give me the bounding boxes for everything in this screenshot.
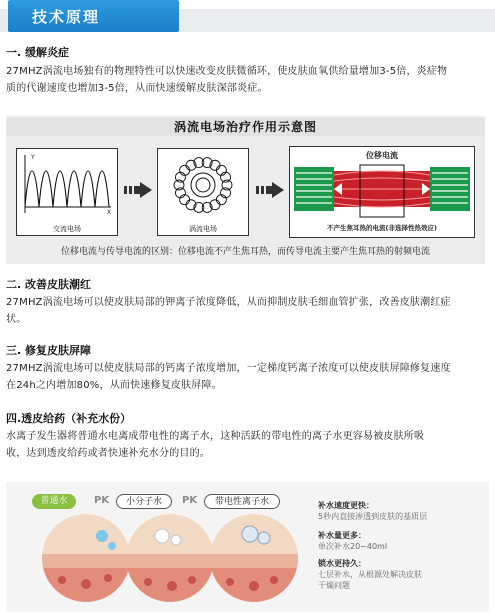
section-3-line-2: 在24h之内增加80%，从而快速修复皮肤屏障。: [6, 380, 222, 391]
section-4-text: [6, 428, 486, 462]
legend-3-title: 锁水更持久：: [318, 559, 366, 568]
section-1-line-1: 27MHZ涡流电场独有的物理特性可以快速改变皮肤微循环，使皮肤血氧供给量增加3-5倍，炎症物: [6, 66, 448, 77]
pill-small-molecule-water: 小分子水: [116, 494, 172, 509]
eddy-field-label: 涡流电场: [189, 225, 217, 233]
legend-faster-hydration: [318, 500, 427, 522]
legend-1-body: 5秒内直接渗透到皮肤的基质层: [318, 512, 428, 521]
legend-3-body-2: 干燥问题: [318, 581, 350, 590]
skin-illustration-charged-ion-water: [210, 514, 298, 602]
x-axis-label: X: [107, 209, 112, 216]
section-1-text: [6, 63, 486, 97]
diagram-caption: 位移电流与传导电流的区别：位移电流不产生焦耳热，而传导电流主要产生焦耳热的射频电流: [60, 247, 430, 257]
section-2-title: 二. 改善皮肤潮红: [6, 278, 92, 291]
eddy-field-box: [157, 148, 249, 236]
legend-longer-retention: [318, 558, 422, 591]
legend-3-body-1: 七层补水，从根源处解决皮肤: [318, 570, 422, 579]
section-2-text: [6, 294, 486, 328]
skin-illustration-plain-water: [42, 514, 130, 602]
section-3-text: [6, 360, 486, 394]
pk-label-2: PK: [182, 495, 198, 506]
pill-charged-ion-water: 带电性离子水: [204, 494, 280, 509]
section-4-line-2: 收，达到透皮给药或者快速补充水分的目的。: [6, 448, 210, 459]
current-flow-graphic: [290, 161, 474, 221]
legend-more-hydration: [318, 530, 387, 552]
skin-illustration-small-molecule-water: [126, 514, 214, 602]
displacement-current-box: [289, 146, 475, 238]
arrow-right-icon: [256, 182, 284, 198]
section-3-line-1: 27MHZ涡流电场可以使皮肤局部的钙离子浓度增加，一定梯度钙离子浓度可以使皮肤屏障修复速度: [6, 363, 451, 374]
eddy-coil-graphic: [158, 149, 248, 221]
section-1-line-2: 质的代谢速度也增加3-5倍，从而快速缓解皮肤深部炎症。: [6, 83, 268, 94]
section-4-line-1: 水离子发生器将普通水电离成带电性的离子水，这种活跃的带电性的离子水更容易被皮肤所吸: [6, 431, 425, 442]
diagram-title: 涡流电场治疗作用示意图: [6, 118, 485, 136]
arrow-right-icon: [124, 182, 152, 198]
section-4-title: 四.透皮给药（补充水份）: [6, 412, 132, 425]
section-2-line-2: 状。: [6, 314, 27, 325]
legend-2-body: 单次补水20~40ml: [318, 542, 388, 551]
y-axis-label: Y: [31, 154, 35, 161]
legend-2-title: 补水量更多：: [318, 531, 366, 540]
diagram-panel: [6, 116, 485, 264]
water-comparison-panel: [6, 482, 489, 612]
page-title: 技术原理: [32, 8, 101, 26]
section-2-line-1: 27MHZ涡流电场可以使皮肤局部的钾离子浓度降低，从而抑制皮肤毛细血管扩张，改善皮肤潮红症: [6, 297, 451, 308]
legend-1-title: 补水速度更快：: [318, 501, 374, 510]
displacement-current-label: 不产生焦耳热的电流(非选择性热效应): [327, 224, 437, 232]
displacement-current-header: 位移电流: [366, 151, 398, 160]
section-3-title: 三. 修复皮肤屏障: [6, 344, 92, 357]
pill-plain-water: 普通水: [32, 494, 76, 509]
section-1-title: 一. 缓解炎症: [6, 46, 70, 59]
pk-label-1: PK: [94, 495, 110, 506]
section-header: [0, 0, 495, 32]
ac-field-label: 交流电场: [53, 225, 81, 233]
ac-field-box: [16, 148, 118, 236]
